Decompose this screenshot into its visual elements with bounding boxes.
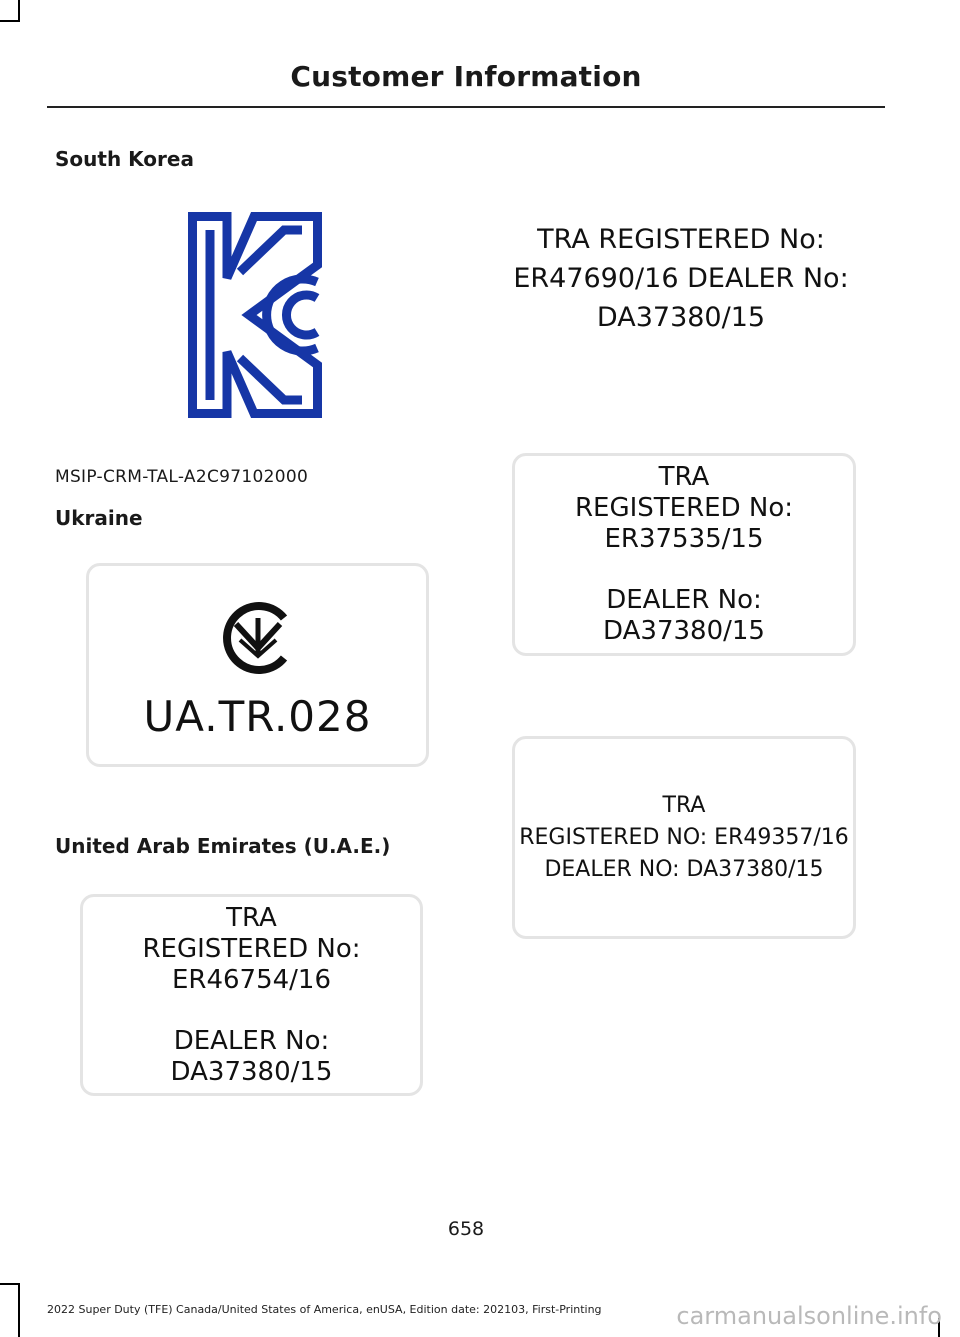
tra-registered-number: ER46754/16 bbox=[171, 964, 332, 995]
tra-label-c bbox=[512, 736, 856, 939]
crop-mark bbox=[18, 1283, 20, 1337]
section-heading-uae: United Arab Emirates (U.A.E.) bbox=[55, 834, 391, 858]
tra-label-title: TRA bbox=[658, 462, 710, 492]
section-heading-south-korea: South Korea bbox=[55, 147, 194, 171]
ukraine-conformity-mark bbox=[210, 590, 306, 686]
watermark: carmanualsonline.info bbox=[676, 1302, 942, 1330]
ukraine-mark-text: UA.TR.028 bbox=[143, 691, 372, 741]
tra-registered-number: REGISTERED No: ER47690/16 bbox=[513, 224, 825, 294]
page-number: 658 bbox=[447, 1218, 485, 1240]
tra-dealer-label: DEALER No: bbox=[606, 585, 762, 615]
page-title: Customer Information bbox=[290, 60, 642, 93]
tra-registered-label: REGISTERED No: bbox=[142, 933, 361, 964]
ukraine-conformity-label bbox=[86, 563, 429, 767]
tra-dealer-number: DA37380/15 bbox=[603, 616, 765, 646]
tra-registered-number: ER37535/15 bbox=[604, 524, 764, 554]
crop-mark bbox=[0, 20, 20, 22]
header-divider bbox=[47, 106, 885, 108]
section-heading-ukraine: Ukraine bbox=[55, 506, 143, 530]
uae-tra-label-1 bbox=[80, 894, 423, 1096]
tra-dealer-label: DEALER No: bbox=[173, 1025, 330, 1056]
tra-dealer-number: DEALER No: DA37380/15 bbox=[596, 263, 849, 333]
tra-label-title: TRA bbox=[537, 224, 590, 255]
tra-label-title: TRA bbox=[226, 902, 277, 933]
tra-registered-number: REGISTERED NO: ER49357/16 bbox=[519, 824, 849, 850]
kc-certification-code: MSIP-CRM-TAL-A2C97102000 bbox=[55, 467, 309, 487]
tra-label-title: TRA bbox=[662, 792, 706, 818]
tra-dealer-number: DA37380/15 bbox=[170, 1056, 333, 1087]
tra-label-b bbox=[512, 453, 856, 656]
crop-mark bbox=[0, 1283, 20, 1285]
tra-label-a bbox=[480, 220, 882, 337]
crop-mark bbox=[18, 0, 20, 22]
tra-registered-label: REGISTERED No: bbox=[574, 493, 794, 523]
tra-dealer-number: DEALER NO: DA37380/15 bbox=[544, 856, 824, 882]
footer-edition-info: 2022 Super Duty (TFE) Canada/United States of America, enUSA, Edition date: 202103, First-Printing bbox=[47, 1303, 602, 1316]
kc-mark-logo bbox=[188, 212, 322, 418]
